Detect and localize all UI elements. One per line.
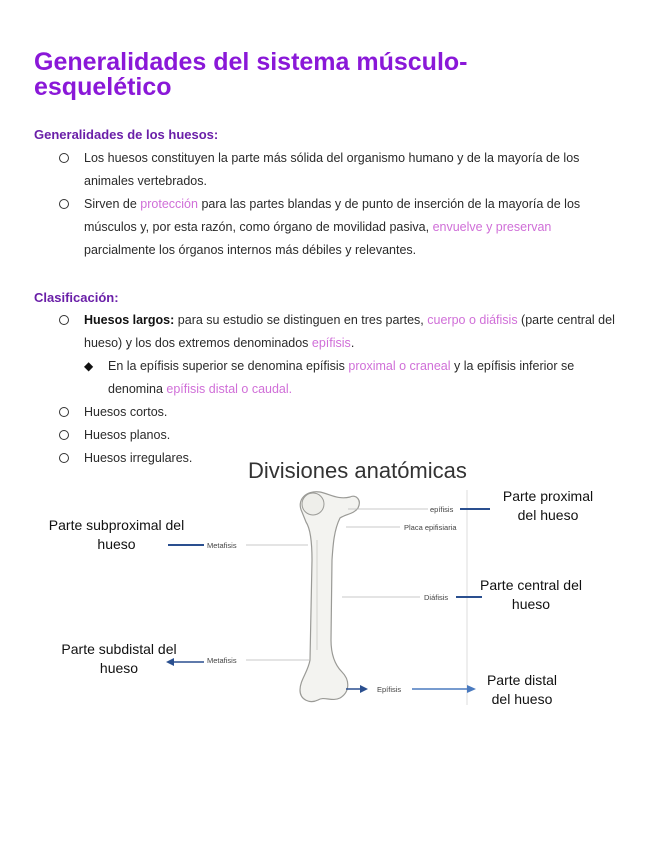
highlight-text: protección <box>140 197 198 211</box>
text: para su estudio se distinguen en tres partes, <box>174 313 428 327</box>
text: Sirven de <box>84 197 141 211</box>
label-parte-proximal: Parte proximal del hueso <box>502 488 594 523</box>
text: (parte central del hueso) y los dos extremos denominados <box>84 313 615 350</box>
list-item: Huesos planos. <box>84 428 171 442</box>
title-line-2: esquelético <box>34 73 172 101</box>
section-heading-generalidades: Generalidades de los huesos: <box>34 127 219 142</box>
tag-epifisis-bottom: Epífisis <box>377 685 402 694</box>
label-parte-subdistal: Parte subdistal del hueso <box>61 641 177 676</box>
text: parcialmente los órganos internos más débiles y relevantes. <box>84 243 417 257</box>
list-item: Huesos irregulares. <box>84 451 193 465</box>
tag-placa-epifisiaria: Placa epifisiaria <box>404 523 457 532</box>
label-parte-subproximal: Parte subproximal del hueso <box>48 517 185 552</box>
femur-head-shape <box>302 493 324 515</box>
text: En la epífisis superior se denomina epífisis <box>108 359 349 373</box>
highlight-text: epífisis distal o caudal. <box>166 382 293 396</box>
highlight-text: proximal o craneal <box>348 359 451 373</box>
bold-term: Huesos largos: <box>84 313 175 327</box>
list-item: Los huesos constituyen la parte más sólida del organismo humano y de la mayoría de los animales vertebrados. <box>84 151 580 188</box>
text: y la epífisis inferior se denomina <box>108 359 575 396</box>
diagram-title: Divisiones anatómicas <box>248 458 467 483</box>
text: . <box>350 336 355 350</box>
section-heading-clasificacion: Clasificación: <box>34 290 119 305</box>
tag-metafisis-bottom: Metafisis <box>207 656 237 665</box>
label-parte-distal: Parte distal del hueso <box>486 672 558 707</box>
list-item: Huesos cortos. <box>84 405 168 419</box>
tag-metafisis-top: Metafisis <box>207 541 237 550</box>
arrow-distal-head <box>467 685 476 693</box>
tag-diafisis: Diáfisis <box>424 593 449 602</box>
text: para las partes blandas y de punto de inserción de la mayoría de los músculos y, por esta razón, como órgano de movilidad pasiva, <box>84 197 581 234</box>
diamond-bullet-icon: ◆ <box>84 359 94 373</box>
highlight-text: cuerpo o diáfisis <box>427 313 518 327</box>
arrow-epifisis-bottom-head <box>360 685 368 693</box>
title-line-1: Generalidades del sistema músculo- <box>34 48 468 76</box>
highlight-text: epífisis <box>311 336 351 350</box>
label-parte-central: Parte central del hueso <box>480 577 582 612</box>
tag-epifisis-top: epífisis <box>430 505 454 514</box>
highlight-text: envuelve y preservan <box>432 220 552 234</box>
